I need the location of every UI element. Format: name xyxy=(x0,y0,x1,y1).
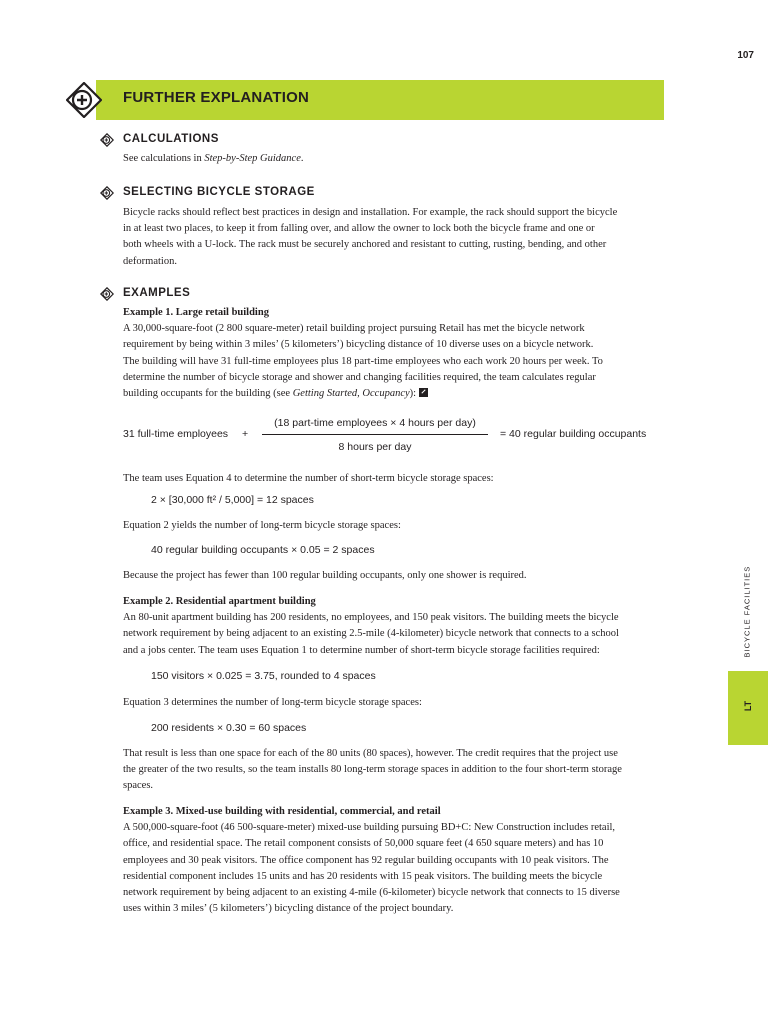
example1-title: Example 1. Large retail building xyxy=(123,307,269,318)
example2-eq3: 200 residents × 0.30 = 60 spaces xyxy=(151,722,307,734)
short-term-equation: 2 × [30,000 ft² / 5,000] = 12 spaces xyxy=(151,494,314,506)
occupancy-link[interactable]: Getting Started, Occupancy xyxy=(292,388,410,400)
eq-left: 31 full-time employees xyxy=(123,428,229,440)
calculations-text: See calculations in Step-by-Step Guidance. xyxy=(123,153,304,164)
eq-plus: + xyxy=(242,428,249,440)
sidebar-tab-lt[interactable]: LT xyxy=(728,671,768,745)
example2-title: Example 2. Residential apartment building xyxy=(123,596,316,607)
example3-title: Example 3. Mixed-use building with residential, commercial, and retail xyxy=(123,806,441,817)
example3-block: Example 3. Mixed-use building with residential, commercial, and retail A 500,000-square-foot (46 500-square-meter) mixed-use building pursuing BD+C: New Construction includes retail, office, and residential space. The retail component consists of 50,000 square feet (4 650 square meters) and has 10 employees and 30 peak visitors. The office component has 92 regular building occupants with 10 peak visitors. The residential component includes 15 units and has 20 residents with 15 peak visitors. The building meets the bicycle network requirement by being adjacent to an existing 4-mile (6-kilometer) bicycle network that connects to 15 diverse uses within 3 miles’ (5 kilometers’) bicycling distance of the project boundary. xyxy=(123,804,678,917)
eq-numerator: (18 part-time employees × 4 hours per day) xyxy=(274,417,476,429)
diamond-plus-icon xyxy=(100,287,114,301)
page-number: 107 xyxy=(737,50,754,61)
short-term-text: The team uses Equation 4 to determine the number of short-term bicycle storage spaces: xyxy=(123,473,494,484)
diamond-plus-icon xyxy=(100,133,114,147)
diamond-plus-icon xyxy=(100,186,114,200)
example1-block: Example 1. Large retail building A 30,000-square-foot (2 800 square-meter) retail building project pursuing Retail has met the bicycle network requirement by being within 3 miles’ (5 kilometers’) bicycling distance of 10 diverse uses on a bicycle network. The building will have 31 full-time employees plus 18 part-time employees who each work 20 hours per week. To determine the number of bicycle storage and shower and changing facilities required, the team calculates regular building occupants for the building (see Getting Started, Occupancy): xyxy=(123,305,678,402)
section-banner xyxy=(66,80,664,120)
external-link-icon[interactable] xyxy=(419,388,428,397)
eq-denominator: 8 hours per day xyxy=(338,441,412,453)
shower-text: Because the project has fewer than 100 regular building occupants, only one shower is required. xyxy=(123,570,527,581)
storage-paragraph: Bicycle racks should reflect best practices in design and installation. For example, the rack should support the bicycle in at least two places, to keep it from falling over, and allow the owner to lock both the bicycle frame and one or both wheels with a U-lock. The rack must be securely anchored and resistant to cutting, rusting, bending, and other deformation. xyxy=(123,207,618,267)
long-term-equation: 40 regular building occupants × 0.05 = 2 spaces xyxy=(151,544,375,556)
example2-result: That result is less than one space for each of the 80 units (80 spaces), however. The credit requires that the project use the greater of the two results, so the team installs 80 long-term storage spaces in addition to the four short-term storage spaces. xyxy=(123,748,622,792)
sidebar-section-label: BICYCLE FACILITIES xyxy=(742,565,752,658)
banner-title: FURTHER EXPLANATION xyxy=(123,89,310,106)
eq-result: = 40 regular building occupants xyxy=(500,428,647,440)
long-term-text: Equation 2 yields the number of long-term bicycle storage spaces: xyxy=(123,520,401,531)
fraction-bar xyxy=(262,434,488,435)
plus-diamond-icon xyxy=(66,82,102,118)
example2-eq1: 150 visitors × 0.025 = 3.75, rounded to 4 spaces xyxy=(151,670,376,682)
example2-eq3-text: Equation 3 determines the number of long-term bicycle storage spaces: xyxy=(123,697,422,708)
example2-block: Example 2. Residential apartment building An 80-unit apartment building has 200 residents, no employees, and 150 peak visitors. The building meets the bicycle network requirement by being adjacent to an existing 2.5-mile (4-kilometer) bicycle network that connects to a school and a jobs center. The team uses Equation 1 to determine number of short-term bicycle storage facilities required: xyxy=(123,594,678,659)
step-by-step-link[interactable]: Step-by-Step Guidance xyxy=(204,153,301,164)
